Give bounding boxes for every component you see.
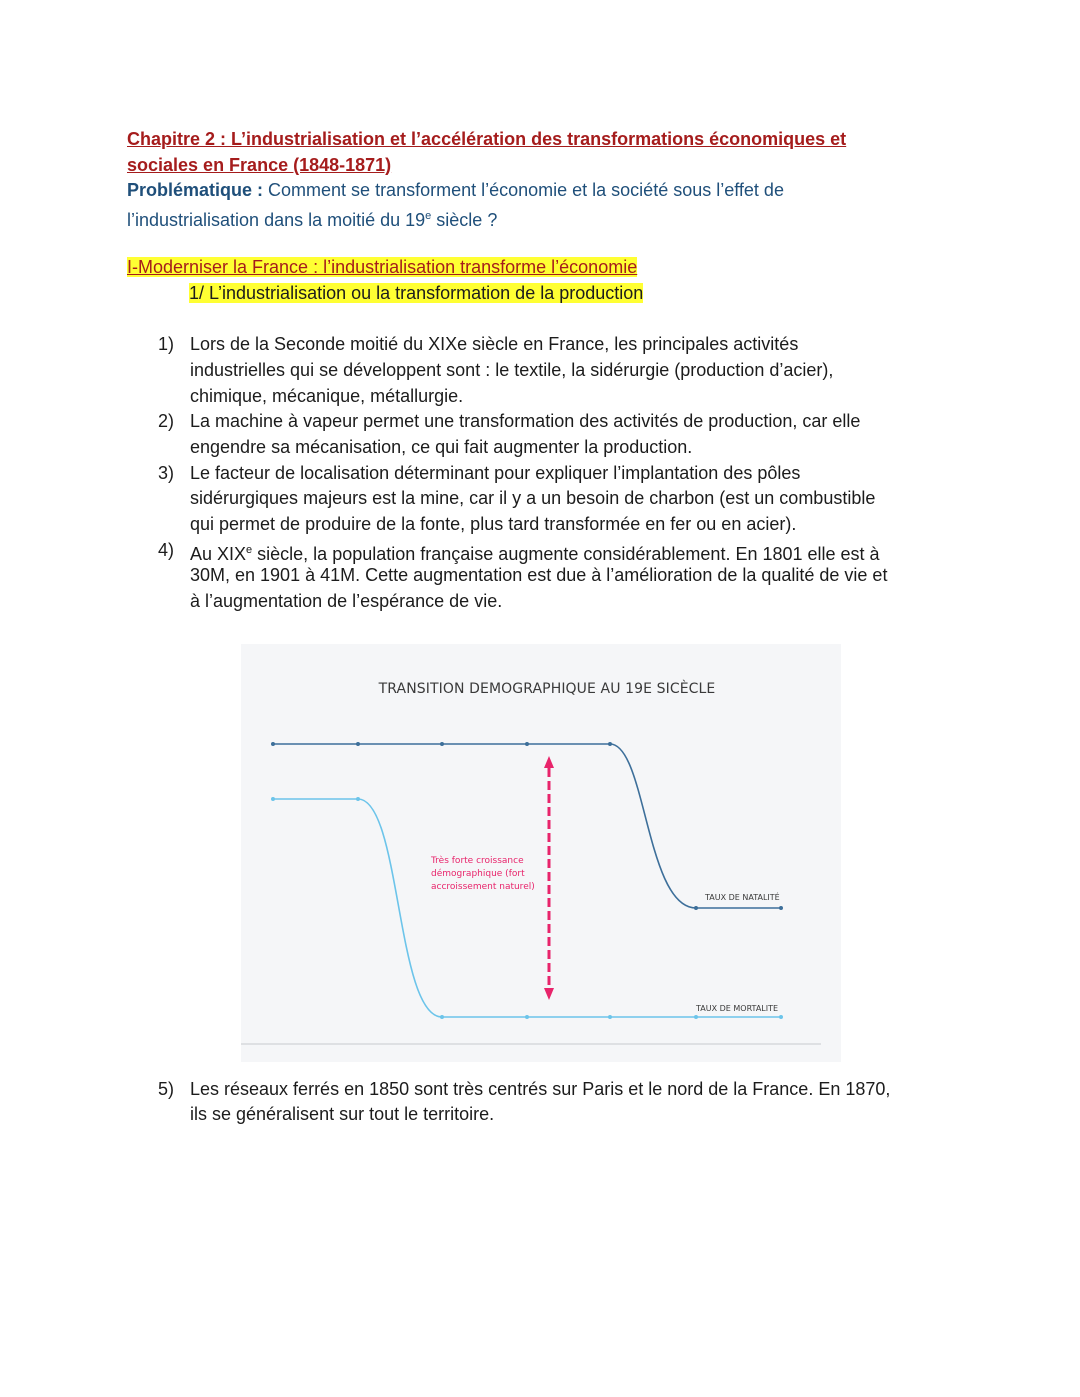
answer-4-number: 4)	[158, 540, 175, 560]
problematique-text-2a: l’industrialisation dans la moitié du 19	[127, 210, 426, 230]
natalite-point	[525, 742, 529, 746]
answer-4-text-1a: Au XIX	[190, 544, 247, 564]
chart-title: TRANSITION DEMOGRAPHIQUE AU 19E SICÈCLE	[378, 681, 716, 697]
chart-graphic	[241, 644, 841, 1062]
natalite-point	[694, 906, 698, 910]
chapter-title-line-2: sociales en France (1848-1871)	[127, 155, 392, 175]
problematique-line-1	[127, 177, 784, 203]
natalite-point	[608, 742, 612, 746]
answer-1-line-2: industrielles qui se développent sont : le textile, la sidérurgie (production d’acier),	[190, 360, 834, 380]
natalite-point	[779, 906, 783, 910]
section-title	[127, 254, 637, 280]
mortalite-point	[779, 1015, 783, 1019]
answer-5-line-2: ils se généralisent sur tout le territoire.	[190, 1104, 495, 1124]
mortalite-point	[694, 1015, 698, 1019]
natalite-point	[356, 742, 360, 746]
mortalite-point	[271, 797, 275, 801]
answer-3-number: 3)	[158, 463, 175, 483]
section-title-text: I-Moderniser la France : l’industrialisation transforme l’économie	[127, 257, 638, 277]
answer-2-number: 2)	[158, 411, 175, 431]
demographic-transition-chart	[241, 644, 841, 1062]
problematique-text-2b: siècle ?	[431, 210, 498, 230]
answer-5-line-1: Les réseaux ferrés en 1850 sont très centrés sur Paris et le nord de la France. En 1870,	[190, 1079, 891, 1099]
chapter-title-line-1: Chapitre 2 : L’industrialisation et l’accélération des transformations économiques et	[127, 129, 847, 149]
mortalite-point	[356, 797, 360, 801]
answer-1-line-3: chimique, mécanique, métallurgie.	[190, 386, 464, 406]
section-subtitle-text: 1/ L’industrialisation ou la transformation de la production	[189, 283, 644, 303]
mortalite-label: TAUX DE MORTALITE	[696, 1004, 779, 1013]
answer-4-sup: e	[246, 544, 253, 556]
mortalite-point	[608, 1015, 612, 1019]
answer-1-line-1: Lors de la Seconde moitié du XIXe siècle en France, les principales activités	[190, 334, 799, 354]
answer-3-line-2: sidérurgiques majeurs est la mine, car il y a un besoin de charbon (est un combustible	[190, 488, 876, 508]
mortalite-point	[525, 1015, 529, 1019]
answer-4-line-3: à l’augmentation de l’espérance de vie.	[190, 591, 503, 611]
growth-arrow-head-up	[544, 756, 554, 768]
answer-3-line-3: qui permet de produire de la fonte, plus tard transformée en fer ou en acier).	[190, 514, 797, 534]
answer-4-text-1b: siècle, la population française augmente considérablement. En 1801 elle est à	[252, 544, 880, 564]
growth-note: Très forte croissance démographique (fort accroissement naturel)	[431, 856, 535, 892]
answer-1-number: 1)	[158, 334, 175, 354]
problematique-line-2	[127, 203, 497, 233]
answer-3-line-1: Le facteur de localisation déterminant pour expliquer l’implantation des pôles	[190, 463, 801, 483]
answer-4-line-2: 30M, en 1901 à 41M. Cette augmentation est due à l’amélioration de la qualité de vie et	[190, 565, 888, 585]
answer-2-line-2: engendre sa mécanisation, ce qui fait augmenter la production.	[190, 437, 693, 457]
problematique-label: Problématique :	[127, 180, 264, 200]
problematique-text-1: Comment se transforment l’économie et la société sous l’effet de	[263, 180, 784, 200]
natalite-label: TAUX DE NATALITÉ	[705, 893, 780, 902]
natalite-point	[440, 742, 444, 746]
section-subtitle	[189, 280, 643, 306]
growth-arrow-head-down	[544, 988, 554, 1000]
problematique-sup: e	[425, 210, 432, 222]
answer-5-number: 5)	[158, 1079, 175, 1099]
answer-2-line-1: La machine à vapeur permet une transformation des activités de production, car elle	[190, 411, 861, 431]
natalite-point	[271, 742, 275, 746]
mortalite-point	[440, 1015, 444, 1019]
